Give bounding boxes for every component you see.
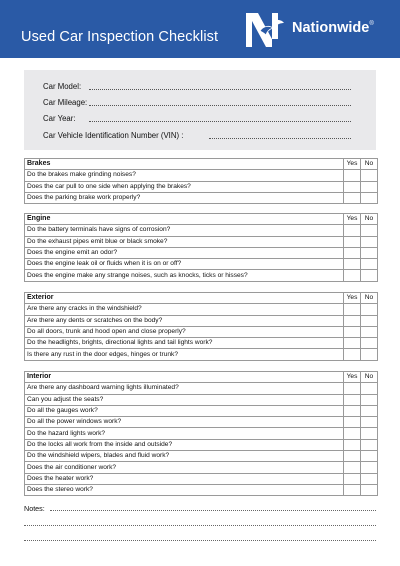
checklist-row xyxy=(25,326,378,337)
no-checkbox[interactable] xyxy=(361,170,378,181)
yes-checkbox[interactable] xyxy=(344,383,361,394)
question-text: Do all the power windows work? xyxy=(25,417,344,428)
eagle-logo-icon xyxy=(245,11,285,49)
checklist-row xyxy=(25,315,378,326)
checklist-row xyxy=(25,383,378,394)
checklist-row xyxy=(25,439,378,450)
question-text: Is there any rust in the door edges, hinges or trunk? xyxy=(25,349,344,360)
car-year-label: Car Year: xyxy=(43,114,76,123)
no-checkbox[interactable] xyxy=(361,428,378,439)
yes-column-header: Yes xyxy=(344,372,361,383)
vin-row xyxy=(43,131,363,143)
yes-checkbox[interactable] xyxy=(344,484,361,495)
question-text: Do the headlights, brights, directional lights and tail lights work? xyxy=(25,338,344,349)
engine-table xyxy=(24,213,378,282)
no-checkbox[interactable] xyxy=(361,473,378,484)
no-checkbox[interactable] xyxy=(361,405,378,416)
no-column-header: No xyxy=(361,159,378,170)
question-text: Do the windshield wipers, blades and fluid work? xyxy=(25,451,344,462)
checklist-row xyxy=(25,270,378,281)
vehicle-info-box xyxy=(24,70,376,150)
brakes-table xyxy=(24,158,378,204)
yes-checkbox[interactable] xyxy=(344,428,361,439)
yes-column-header: Yes xyxy=(344,214,361,225)
yes-checkbox[interactable] xyxy=(344,270,361,281)
question-text: Do the battery terminals have signs of corrosion? xyxy=(25,225,344,236)
car-year-field[interactable] xyxy=(89,121,351,122)
yes-checkbox[interactable] xyxy=(344,338,361,349)
yes-checkbox[interactable] xyxy=(344,315,361,326)
question-text: Do the locks all work from the inside and outside? xyxy=(25,439,344,450)
no-checkbox[interactable] xyxy=(361,484,378,495)
no-checkbox[interactable] xyxy=(361,451,378,462)
checklist-row xyxy=(25,170,378,181)
no-checkbox[interactable] xyxy=(361,439,378,450)
checklist-row xyxy=(25,181,378,192)
yes-checkbox[interactable] xyxy=(344,394,361,405)
checklist-row xyxy=(25,428,378,439)
no-checkbox[interactable] xyxy=(361,349,378,360)
section-title: Engine xyxy=(25,214,344,225)
car-mileage-label: Car Mileage: xyxy=(43,98,88,107)
section-header-row xyxy=(25,214,378,225)
yes-column-header: Yes xyxy=(344,293,361,304)
yes-checkbox[interactable] xyxy=(344,225,361,236)
no-checkbox[interactable] xyxy=(361,225,378,236)
checklist-row xyxy=(25,192,378,203)
yes-checkbox[interactable] xyxy=(344,439,361,450)
section-header-row xyxy=(25,372,378,383)
yes-checkbox[interactable] xyxy=(344,473,361,484)
yes-checkbox[interactable] xyxy=(344,304,361,315)
section-title: Brakes xyxy=(25,159,344,170)
section-header-row xyxy=(25,159,378,170)
question-text: Do the exhaust pipes emit blue or black smoke? xyxy=(25,236,344,247)
yes-checkbox[interactable] xyxy=(344,236,361,247)
notes-line[interactable] xyxy=(50,510,376,511)
notes-line[interactable] xyxy=(24,540,376,541)
checklist-row xyxy=(25,451,378,462)
yes-checkbox[interactable] xyxy=(344,192,361,203)
notes-label: Notes: xyxy=(24,504,45,513)
question-text: Does the engine make any strange noises, such as knocks, ticks or hisses? xyxy=(25,270,344,281)
car-mileage-field[interactable] xyxy=(89,105,351,106)
yes-checkbox[interactable] xyxy=(344,462,361,473)
no-checkbox[interactable] xyxy=(361,192,378,203)
car-model-label: Car Model: xyxy=(43,82,82,91)
car-year-row xyxy=(43,114,363,126)
checklist-row xyxy=(25,462,378,473)
question-text: Are there any cracks in the windshield? xyxy=(25,304,344,315)
question-text: Are there any dashboard warning lights illuminated? xyxy=(25,383,344,394)
no-checkbox[interactable] xyxy=(361,181,378,192)
checklist-row xyxy=(25,338,378,349)
question-text: Does the engine emit an odor? xyxy=(25,247,344,258)
no-checkbox[interactable] xyxy=(361,338,378,349)
yes-checkbox[interactable] xyxy=(344,349,361,360)
checklist-row xyxy=(25,349,378,360)
checklist-row xyxy=(25,236,378,247)
no-checkbox[interactable] xyxy=(361,462,378,473)
no-checkbox[interactable] xyxy=(361,236,378,247)
checklist-row xyxy=(25,247,378,258)
car-mileage-row xyxy=(43,98,363,110)
question-text: Can you adjust the seats? xyxy=(25,394,344,405)
question-text: Do all the gauges work? xyxy=(25,405,344,416)
page-title: Used Car Inspection Checklist xyxy=(21,29,219,45)
car-model-field[interactable] xyxy=(89,89,351,90)
yes-checkbox[interactable] xyxy=(344,405,361,416)
no-checkbox[interactable] xyxy=(361,326,378,337)
question-text: Does the parking brake work properly? xyxy=(25,192,344,203)
no-checkbox[interactable] xyxy=(361,259,378,270)
no-column-header: No xyxy=(361,214,378,225)
brand-name: Nationwide® xyxy=(292,20,374,36)
exterior-table xyxy=(24,292,378,361)
no-column-header: No xyxy=(361,372,378,383)
interior-table xyxy=(24,371,378,496)
yes-checkbox[interactable] xyxy=(344,417,361,428)
question-text: Are there any dents or scratches on the body? xyxy=(25,315,344,326)
question-text: Does the air conditioner work? xyxy=(25,462,344,473)
no-column-header: No xyxy=(361,293,378,304)
vin-label: Car Vehicle Identification Number (VIN) : xyxy=(43,131,184,140)
question-text: Does the heater work? xyxy=(25,473,344,484)
question-text: Does the stereo work? xyxy=(25,484,344,495)
vin-field[interactable] xyxy=(209,138,351,139)
section-header-row xyxy=(25,293,378,304)
no-checkbox[interactable] xyxy=(361,304,378,315)
checklist-row xyxy=(25,484,378,495)
checklist-row xyxy=(25,417,378,428)
yes-checkbox[interactable] xyxy=(344,451,361,462)
checklist-row xyxy=(25,405,378,416)
question-text: Do the brakes make grinding noises? xyxy=(25,170,344,181)
question-text: Do all doors, trunk and hood open and close properly? xyxy=(25,326,344,337)
checklist-row xyxy=(25,259,378,270)
checklist-row xyxy=(25,225,378,236)
no-checkbox[interactable] xyxy=(361,394,378,405)
no-checkbox[interactable] xyxy=(361,417,378,428)
no-checkbox[interactable] xyxy=(361,247,378,258)
yes-checkbox[interactable] xyxy=(344,170,361,181)
header-banner xyxy=(0,0,400,58)
yes-checkbox[interactable] xyxy=(344,259,361,270)
checklist-row xyxy=(25,473,378,484)
section-title: Exterior xyxy=(25,293,344,304)
yes-checkbox[interactable] xyxy=(344,326,361,337)
yes-checkbox[interactable] xyxy=(344,247,361,258)
checklist-row xyxy=(25,304,378,315)
question-text: Does the car pull to one side when applying the brakes? xyxy=(25,181,344,192)
no-checkbox[interactable] xyxy=(361,383,378,394)
section-title: Interior xyxy=(25,372,344,383)
no-checkbox[interactable] xyxy=(361,315,378,326)
yes-checkbox[interactable] xyxy=(344,181,361,192)
checklist-row xyxy=(25,394,378,405)
yes-column-header: Yes xyxy=(344,159,361,170)
car-model-row xyxy=(43,82,363,94)
notes-line[interactable] xyxy=(24,525,376,526)
question-text: Does the engine leak oil or fluids when it is on or off? xyxy=(25,259,344,270)
no-checkbox[interactable] xyxy=(361,270,378,281)
question-text: Do the hazard lights work? xyxy=(25,428,344,439)
